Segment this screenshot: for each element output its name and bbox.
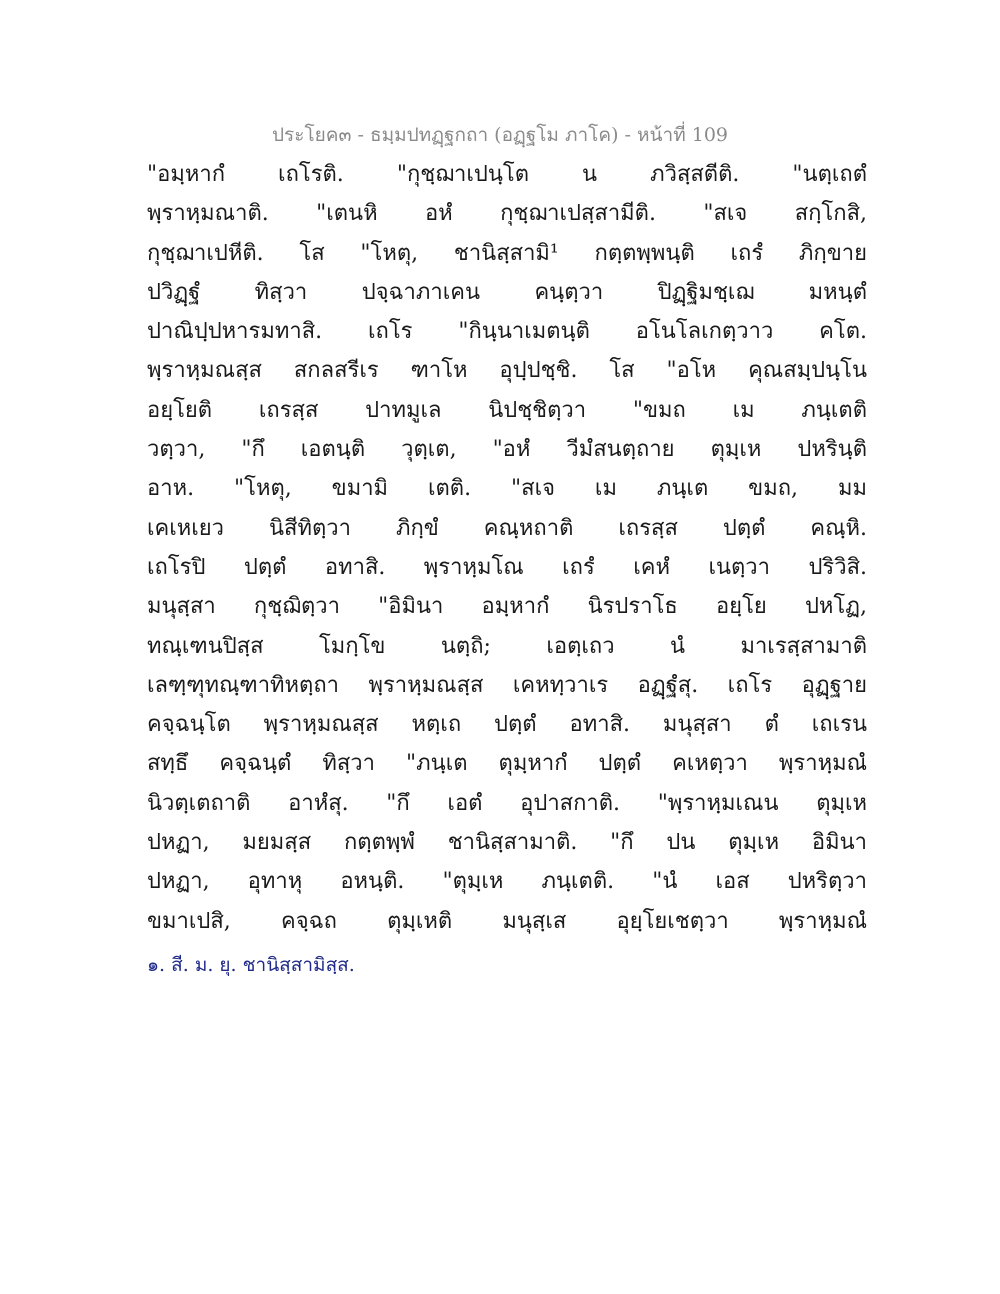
text-line: คจฺฉนฺโต พฺราหฺมณสฺส หตฺเถ ปตฺตํ อทาสิ. มนุสฺสา ตํ เถเรน [147, 712, 867, 738]
text-line: มนุสฺสา กุชฺฌิตฺวา "อิมินา อมฺหากํ นิรปราโธ อยฺโย ปหโฏ, [147, 594, 867, 620]
text-line: ทณฺเฑนปิสฺส โมกฺโข นตฺถิ; เอตฺเถว นํ มาเรสฺสามาติ [147, 633, 867, 659]
text-line: เคเหเยว นิสีทิตฺวา ภิกฺขํ คณฺหถาติ เถรสฺส ปตฺตํ คณฺหิ. [147, 515, 867, 541]
text-line: กุชฺฌาเปหีติ. โส "โหตุ, ชานิสฺสามิ¹ กตฺตพฺพนฺติ เถรํ ภิกฺขาย [147, 240, 867, 266]
text-line: สทฺธึ คจฺฉนฺตํ ทิสฺวา "ภนฺเต ตุมฺหากํ ปตฺตํ คเหตฺวา พฺราหฺมณํ [147, 751, 867, 777]
text-line: ปาณิปฺปหารมทาสิ. เถโร "กินฺนาเมตนฺติ อโนโลเกตฺวาว คโต. [147, 319, 867, 345]
text-line: ปหฏา, อุทาหุ อหนฺติ. "ตุมฺเห ภนฺเตติ. "นํ เอส ปหริตฺวา [147, 869, 867, 895]
text-line: เถโรปิ ปตฺตํ อทาสิ. พฺราหฺมโณ เถรํ เคหํ เนตฺวา ปริวิสิ. [147, 554, 867, 580]
footnote: ๑. สี. ม. ยุ. ชานิสฺสามิสฺส. [147, 954, 355, 976]
text-line: "อมฺหากํ เถโรติ. "กุชฺฌาเปนฺโต น ภวิสฺสตีติ. "นตฺเถตํ [147, 162, 867, 187]
body-text [147, 155, 867, 941]
text-line: พฺราหฺมณสฺส สกลสรีเร ฑาโห อุปฺปชฺชิ. โส "อโห คุณสมฺปนฺโน [147, 358, 867, 384]
text-line: เลฑฺฑุทณฺฑาทิหตฺถา พฺราหฺมณสฺส เคหทฺวาเร อฏฺฐํสุ. เถโร อุฏฺฐาย [147, 672, 867, 698]
text-line: ขมาเปสิ, คจฺฉถ ตุมฺเหติ มนุสฺเส อุยฺโยเชตฺวา พฺราหฺมณํ [147, 908, 867, 934]
text-line: อาห. "โหตุ, ขมามิ เตติ. "สเจ เม ภนฺเต ขมถ, มม [147, 476, 867, 502]
text-line: พฺราหฺมณาติ. "เตนหิ อหํ กุชฺฌาเปสฺสามีติ. "สเจ สกฺโกสิ, [147, 201, 867, 227]
text-line: นิวตฺเตถาติ อาหํสุ. "กึ เอตํ อุปาสกาติ. "พฺราหฺมเณน ตุมฺเห [147, 790, 867, 816]
page-header [0, 120, 1000, 150]
page-header-text: ประโยค๓ - ธมฺมปทฏฺฐกถา (อฏฺฐโม ภาโค) - หน้าที่ 109 [271, 124, 729, 146]
text-line: วตฺวา, "กึ เอตนฺติ วุตฺเต, "อหํ วีมํสนตฺถาย ตุมฺเห ปหรินฺติ [147, 437, 867, 463]
text-line: ปวิฏฺฐํ ทิสฺวา ปจฺฉาภาเคน คนฺตฺวา ปิฏฺฐิมชฺเฌ มหนฺตํ [147, 279, 867, 305]
text-line: อยฺโยติ เถรสฺส ปาทมูเล นิปชฺชิตฺวา "ขมถ เม ภนฺเตติ [147, 397, 867, 423]
text-line: ปหฏา, มยมสฺส กตฺตพฺพํ ชานิสฺสามาติ. "กึ ปน ตุมฺเห อิมินา [147, 830, 867, 856]
